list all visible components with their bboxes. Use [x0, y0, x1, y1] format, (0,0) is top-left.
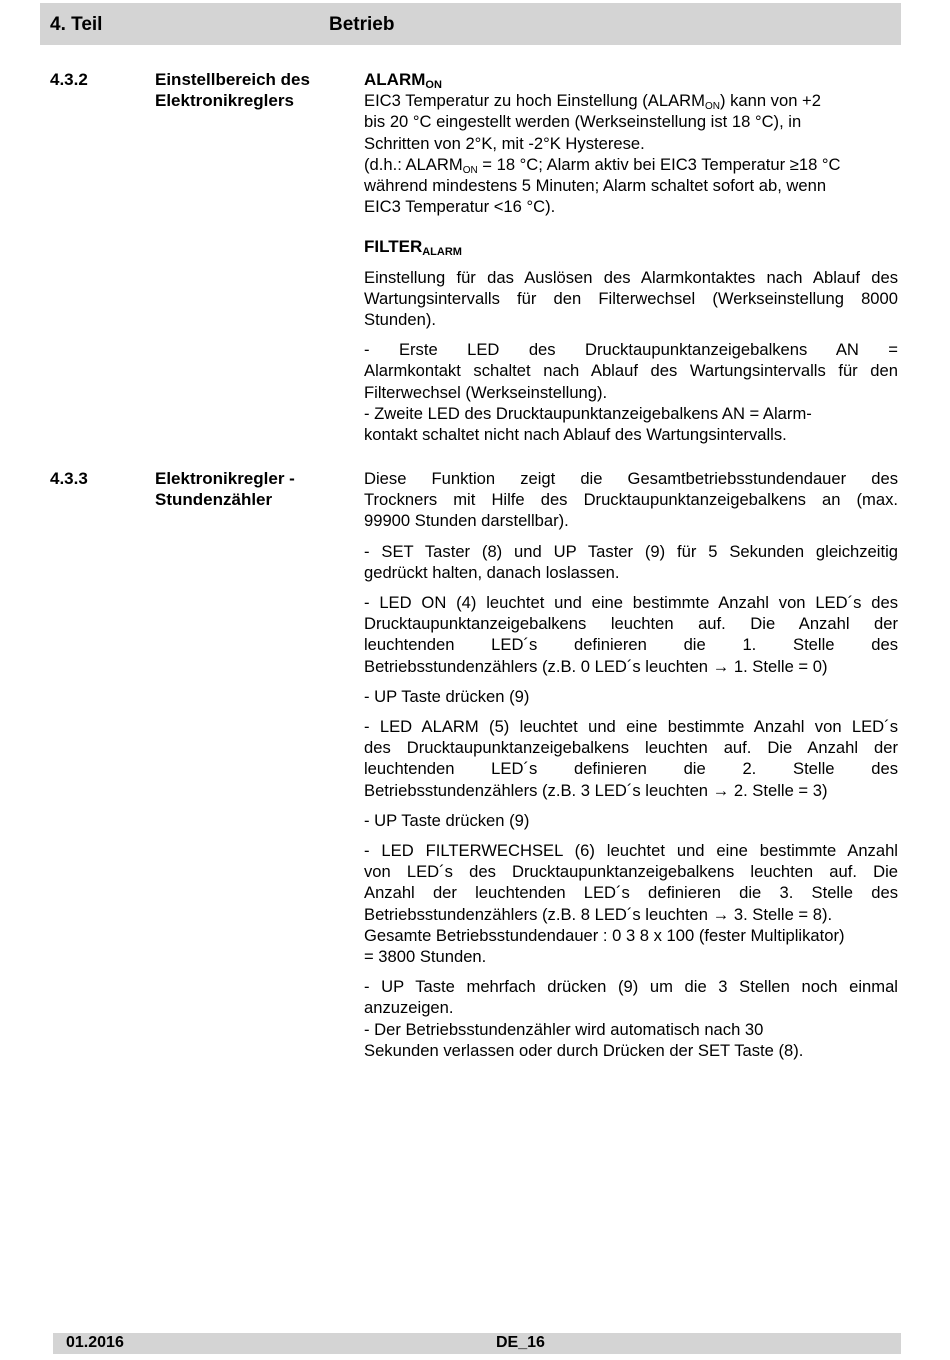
alarm-text-line: Schritten von 2°K, mit -2°K Hysterese. [364, 133, 645, 153]
section-432-number: 4.3.2 [50, 70, 88, 89]
alarm-text-line: während mindestens 5 Minuten; Alarm schaltet sofort ab, wenn [364, 176, 827, 196]
section-432-title-line2: Elektronikreglers [155, 91, 294, 110]
alarm-text-line: bis 20 °C eingestellt werden (Werkseinstellung ist 18 °C), in [364, 112, 802, 132]
counter-text-line: Anzahl der leuchtenden LED´s definieren die 3. Stelle des [364, 883, 898, 903]
section-433-title-line2: Stundenzähler [155, 490, 273, 509]
counter-text-line: leuchtenden LED´s definieren die 2. Stelle des [364, 759, 898, 779]
counter-text-line: - UP Taste drücken (9) [364, 810, 530, 830]
section-433-title [155, 468, 355, 510]
filter-text-line: - Erste LED des Drucktaupunktanzeigebalkens AN = [364, 340, 898, 360]
filter-text-line: Einstellung für das Auslösen des Alarmkontaktes nach Ablauf des [364, 267, 898, 287]
page-footer [53, 1333, 901, 1354]
counter-text-line: Sekunden verlassen oder durch Drücken der SET Taste (8). [364, 1040, 804, 1060]
header-part: 4. Teil [50, 14, 103, 35]
filter-alarm-heading: $FILTER_{ALARM}$ [364, 237, 462, 259]
counter-text-line: - UP Taste mehrfach drücken (9) um die 3 Stellen noch einmal [364, 977, 898, 997]
section-432-title-line1: Einstellbereich des [155, 70, 310, 89]
counter-text-line: Betriebsstundenzählers (z.B. 3 LED´s leuchten → 2. Stelle = 3) [364, 780, 828, 800]
alarm-on-heading: $ALARM_{ON}$ [364, 70, 442, 91]
filter-text-line: Alarmkontakt schaltet nach Ablauf des Wartungsintervalls für den [364, 361, 898, 381]
filter-text-line: Filterwechsel (Werkseinstellung). [364, 382, 608, 402]
header-title: Betrieb [329, 14, 395, 35]
counter-text-line: = 3800 Stunden. [364, 947, 487, 967]
counter-text-line: von LED´s des Drucktaupunktanzeigebalkens leuchten auf. Die [364, 862, 898, 882]
counter-text-line: leuchtenden LED´s definieren die 1. Stelle des [364, 635, 898, 655]
counter-text-line: des Drucktaupunktanzeigebalkens leuchten auf. Die Anzahl der [364, 738, 898, 758]
counter-text-line: - LED ON (4) leuchtet und eine bestimmte Anzahl von LED´s des [364, 593, 898, 613]
filter-text-line: kontakt schaltet nicht nach Ablauf des Wartungsintervalls. [364, 425, 787, 445]
counter-text-line: Betriebsstundenzählers (z.B. 0 LED´s leuchten → 1. Stelle = 0) [364, 656, 828, 676]
section-432-content [364, 69, 898, 445]
alarm-text-line: (d.h.: $ALARM_{ON} = 18$ °C; Alarm aktiv bei EIC3 Temperatur ≥18 °C [364, 154, 841, 176]
page-header [40, 3, 901, 45]
section-433-content [364, 468, 898, 1061]
counter-text-line: - LED ALARM (5) leuchtet und eine bestimmte Anzahl von LED´s [364, 717, 898, 737]
counter-text-line: - Der Betriebsstundenzähler wird automatisch nach 30 [364, 1019, 764, 1039]
counter-text-line: anzuzeigen. [364, 998, 454, 1018]
counter-text-line: Betriebsstundenzählers (z.B. 8 LED´s leuchten → 3. Stelle = 8). [364, 904, 833, 924]
filter-text-line: Wartungsintervalls für den Filterwechsel (Werkseinstellung 8000 [364, 288, 898, 308]
counter-text-line: - UP Taste drücken (9) [364, 686, 530, 706]
counter-text-line: Diese Funktion zeigt die Gesamtbetriebsstundendauer des [364, 469, 898, 488]
section-433-title-line1: Elektronikregler - [155, 469, 295, 488]
section-432-title [155, 69, 355, 111]
filter-text-line: Stunden). [364, 310, 436, 330]
counter-text-line: Trockners mit Hilfe des Drucktaupunktanzeigebalkens an (max. [364, 490, 898, 510]
counter-text-line: Gesamte Betriebsstundendauer : 0 3 8 x 100 (fester Multiplikator) [364, 925, 845, 945]
counter-text-line: gedrückt halten, danach loslassen. [364, 562, 620, 582]
filter-text-line: - Zweite LED des Drucktaupunktanzeigebalkens AN = Alarm- [364, 403, 812, 423]
alarm-text-line: EIC3 Temperatur <16 °C). [364, 197, 556, 217]
alarm-text-line: EIC3 Temperatur zu hoch Einstellung $(ALARM_{ON})$ kann von +2 [364, 91, 821, 113]
footer-date: 01.2016 [66, 1334, 124, 1351]
counter-text-line: 99900 Stunden darstellbar). [364, 511, 569, 531]
counter-text-line: - LED FILTERWECHSEL (6) leuchtet und eine bestimmte Anzahl [364, 841, 898, 861]
footer-page-number: DE_16 [496, 1334, 545, 1351]
counter-text-line: - SET Taster (8) und UP Taster (9) für 5 Sekunden gleichzeitig [364, 541, 898, 561]
section-433-number: 4.3.3 [50, 469, 88, 488]
counter-text-line: Drucktaupunktanzeigebalkens leuchten auf. Die Anzahl der [364, 614, 898, 634]
